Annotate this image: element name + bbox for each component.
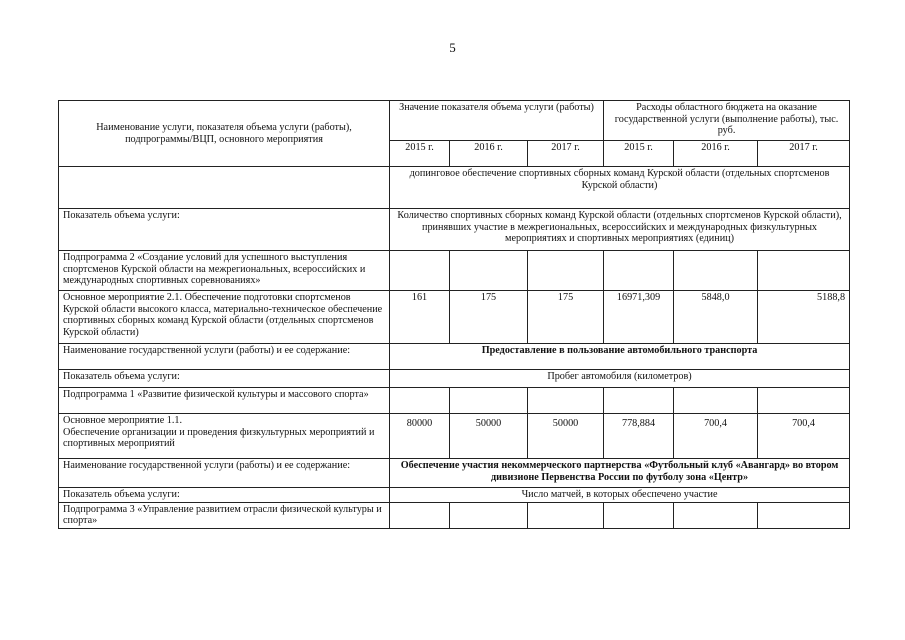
subprogram-name: Подпрограмма 3 «Управление развитием отрасли физической культуры и спорта»: [59, 502, 390, 528]
year-budget-2017: 2017 г.: [758, 141, 850, 167]
activity-description: Обеспечение организации и проведения физкультурных мероприятий и спортивных мероприятий: [63, 426, 375, 449]
header-row: [59, 101, 850, 141]
value-cell: 5848,0: [674, 291, 758, 344]
table-row: [59, 459, 850, 488]
services-table: [58, 100, 850, 529]
service-content-continuation: допинговое обеспечение спортивных сборных команд Курской области (отдельных спортсменов Курской области): [390, 167, 850, 209]
table-row: [59, 502, 850, 528]
value-cell: 175: [450, 291, 528, 344]
indicator-label: Показатель объема услуги:: [59, 488, 390, 503]
page-number: 5: [449, 40, 456, 55]
table-row: [59, 344, 850, 370]
table-row: [59, 388, 850, 414]
service-label: Наименование государственной услуги (работы) и ее содержание:: [59, 459, 390, 488]
subprogram-name: Подпрограмма 1 «Развитие физической культуры и массового спорта»: [59, 388, 390, 414]
year-budget-2015: 2015 г.: [604, 141, 674, 167]
value-cell: 161: [390, 291, 450, 344]
header-volume-group: Значение показателя объема услуги (работы): [390, 101, 604, 141]
table-row: [59, 414, 850, 459]
service-value: Предоставление в пользование автомобильного транспорта: [390, 344, 850, 370]
service-label: Наименование государственной услуги (работы) и ее содержание:: [59, 344, 390, 370]
empty-cell: [59, 167, 390, 209]
indicator-label: Показатель объема услуги:: [59, 209, 390, 251]
value-cell: 50000: [528, 414, 604, 459]
subprogram-name: Подпрограмма 2 «Создание условий для успешного выступления спортсменов Курской области на межрегиональных, всероссийских и международных спортивных соревнованиях»: [59, 251, 390, 291]
value-cell: 5188,8: [758, 291, 850, 344]
indicator-label: Показатель объема услуги:: [59, 370, 390, 388]
table-row: [59, 251, 850, 291]
table-row: [59, 488, 850, 503]
value-cell: 175: [528, 291, 604, 344]
value-cell: 16971,309: [604, 291, 674, 344]
indicator-value: Число матчей, в которых обеспечено участие: [390, 488, 850, 503]
indicator-value: Количество спортивных сборных команд Курской области (отдельных спортсменов Курской области), принявших участие в межрегиональных, всероссийских и международных физкультурных мероприятиях и спортивных мероприятиях (единиц): [390, 209, 850, 251]
year-volume-2015: 2015 г.: [390, 141, 450, 167]
value-cell: 700,4: [758, 414, 850, 459]
value-cell: 50000: [450, 414, 528, 459]
header-name-column: Наименование услуги, показателя объема услуги (работы), подпрограммы/ВЦП, основного мероприятия: [59, 101, 390, 167]
value-cell: 778,884: [604, 414, 674, 459]
activity-name: Основное мероприятие 2.1. Обеспечение подготовки спортсменов Курской области высокого класса, материально-техническое обеспечение спортивных сборных команд Курской области (отдельных спортсменов Курской области): [59, 291, 390, 344]
table-row: [59, 209, 850, 251]
activity-name: [59, 414, 390, 459]
year-volume-2016: 2016 г.: [450, 141, 528, 167]
year-volume-2017: 2017 г.: [528, 141, 604, 167]
header-budget-group: Расходы областного бюджета на оказание государственной услуги (выполнение работы), тыс. руб.: [604, 101, 850, 141]
table-row: [59, 291, 850, 344]
service-value: Обеспечение участия некоммерческого партнерства «Футбольный клуб «Авангард» во втором дивизионе Первенства России по футболу зона «Центр»: [390, 459, 850, 488]
indicator-value: Пробег автомобиля (километров): [390, 370, 850, 388]
year-budget-2016: 2016 г.: [674, 141, 758, 167]
value-cell: 80000: [390, 414, 450, 459]
table-row: [59, 370, 850, 388]
value-cell: 700,4: [674, 414, 758, 459]
table-row: [59, 167, 850, 209]
activity-number: Основное мероприятие 1.1.: [63, 415, 183, 426]
